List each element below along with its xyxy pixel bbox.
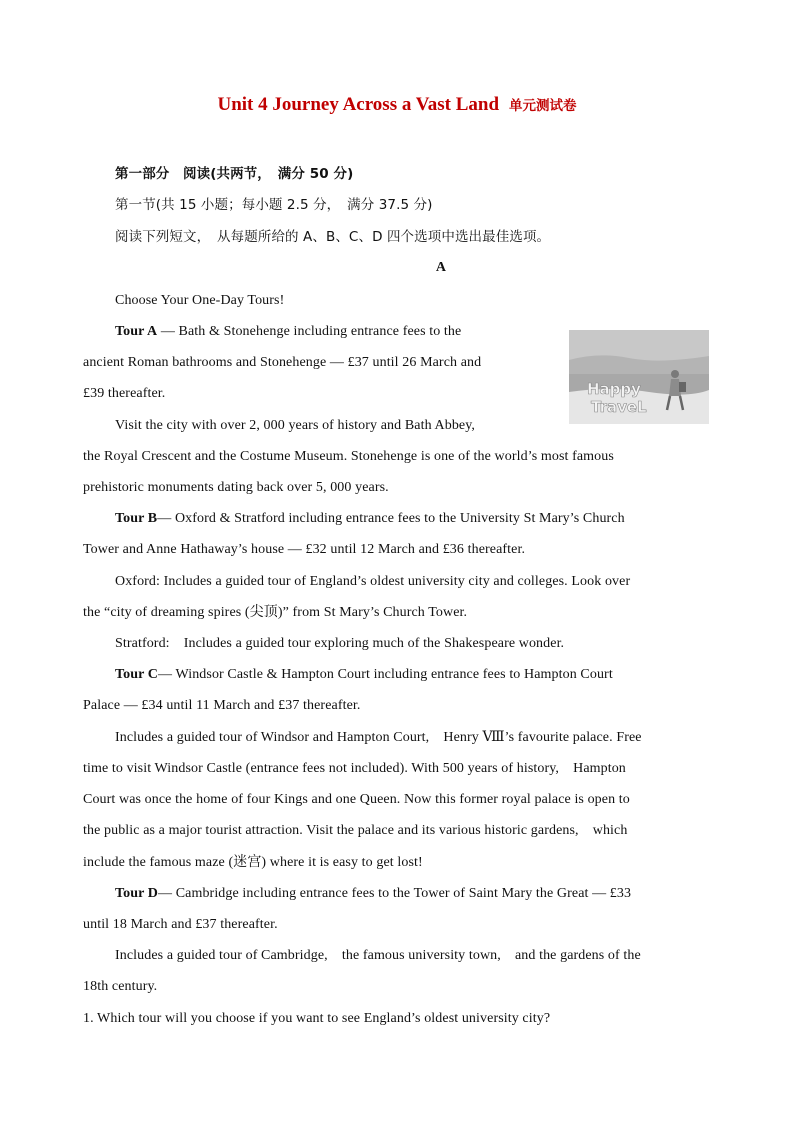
tour-c-name: Tour C <box>115 667 159 682</box>
happy-travel-image <box>569 330 709 424</box>
tour-a-desc2: the Royal Crescent and the Costume Museum. Stonehenge is one of the world’s most famous <box>83 449 614 464</box>
tour-c-line1: — Windsor Castle & Hampton Court including entrance fees to Hampton Court <box>158 667 613 682</box>
traveler-head <box>671 370 679 378</box>
tour-c-desc3: Court was once the home of four Kings and one Queen. Now this former royal palace is open to <box>83 792 630 807</box>
tour-a-line3: £39 thereafter. <box>83 386 166 401</box>
tour-d-line1: — Cambridge including entrance fees to the Tower of Saint Mary the Great — £33 <box>158 886 632 901</box>
tour-a-desc1: Visit the city with over 2, 000 years of history and Bath Abbey, <box>115 418 476 433</box>
title-english: Unit 4 Journey Across a Vast Land <box>217 94 500 115</box>
tour-b-title-line <box>115 510 625 528</box>
section-subheading: 第一节(共 15 小题；每小题 2.5 分， 满分 37.5 分) <box>115 197 433 213</box>
tour-a-line1: — Bath & Stonehenge including entrance fees to the <box>157 324 462 339</box>
section-instruction: 阅读下列短文， 从每题所给的 A、B、C、D 四个选项中选出最佳选项。 <box>115 229 551 245</box>
backpack-icon <box>679 382 686 392</box>
tour-b-line1: — Oxford & Stratford including entrance fees to the University St Mary’s Church <box>157 511 625 526</box>
tour-c-line2: Palace — £34 until 11 March and £37 thereafter. <box>83 698 361 713</box>
tour-b-oxford2: the “city of dreaming spires (尖顶)” from St Mary’s Church Tower. <box>83 605 468 620</box>
tour-b-name: Tour B <box>115 511 158 526</box>
tour-c-desc1: Includes a guided tour of Windsor and Hampton Court, Henry Ⅷ’s favourite palace. Free <box>115 730 642 745</box>
tour-c-desc5: include the famous maze (迷宫) where it is easy to get lost! <box>83 855 423 870</box>
question-1: 1. Which tour will you choose if you want to see England’s oldest university city? <box>83 1011 551 1026</box>
tour-d-line2: until 18 March and £37 thereafter. <box>83 917 278 932</box>
tour-d-desc1: Includes a guided tour of Cambridge, the famous university town, and the gardens of the <box>115 948 641 963</box>
section-heading: 第一部分 阅读(共两节， 满分 50 分) <box>115 166 354 182</box>
tour-c-title-line <box>115 666 613 684</box>
tour-b-stratford: Stratford: Includes a guided tour exploring much of the Shakespeare wonder. <box>115 636 565 651</box>
passage-heading: Choose Your One-Day Tours! <box>115 293 285 308</box>
beach-scene-illustration <box>569 330 709 424</box>
page-title <box>0 94 794 116</box>
tour-a-name: Tour A <box>115 324 158 339</box>
tour-a-title-line <box>115 323 461 341</box>
tour-c-desc4: the public as a major tourist attraction. Visit the palace and its various historic gardens, which <box>83 823 628 838</box>
tour-a-desc3: prehistoric monuments dating back over 5, 000 years. <box>83 480 389 495</box>
travel-text: TraveL <box>591 398 647 416</box>
tour-b-line2: Tower and Anne Hathaway’s house — £32 until 12 March and £36 thereafter. <box>83 542 526 557</box>
tour-b-oxford1: Oxford: Includes a guided tour of England’s oldest university city and colleges. Look over <box>115 574 631 589</box>
title-chinese: 单元测试卷 <box>509 98 577 114</box>
passage-label: A <box>435 260 447 275</box>
tour-c-desc2: time to visit Windsor Castle (entrance fees not included). With 500 years of history, Hampton <box>83 761 626 776</box>
tour-a-line2: ancient Roman bathrooms and Stonehenge — £37 until 26 March and <box>83 355 482 370</box>
happy-text: Happy <box>587 380 641 398</box>
tour-d-name: Tour D <box>115 886 159 901</box>
tour-d-desc2: 18th century. <box>83 979 158 994</box>
tour-d-title-line <box>115 885 631 903</box>
